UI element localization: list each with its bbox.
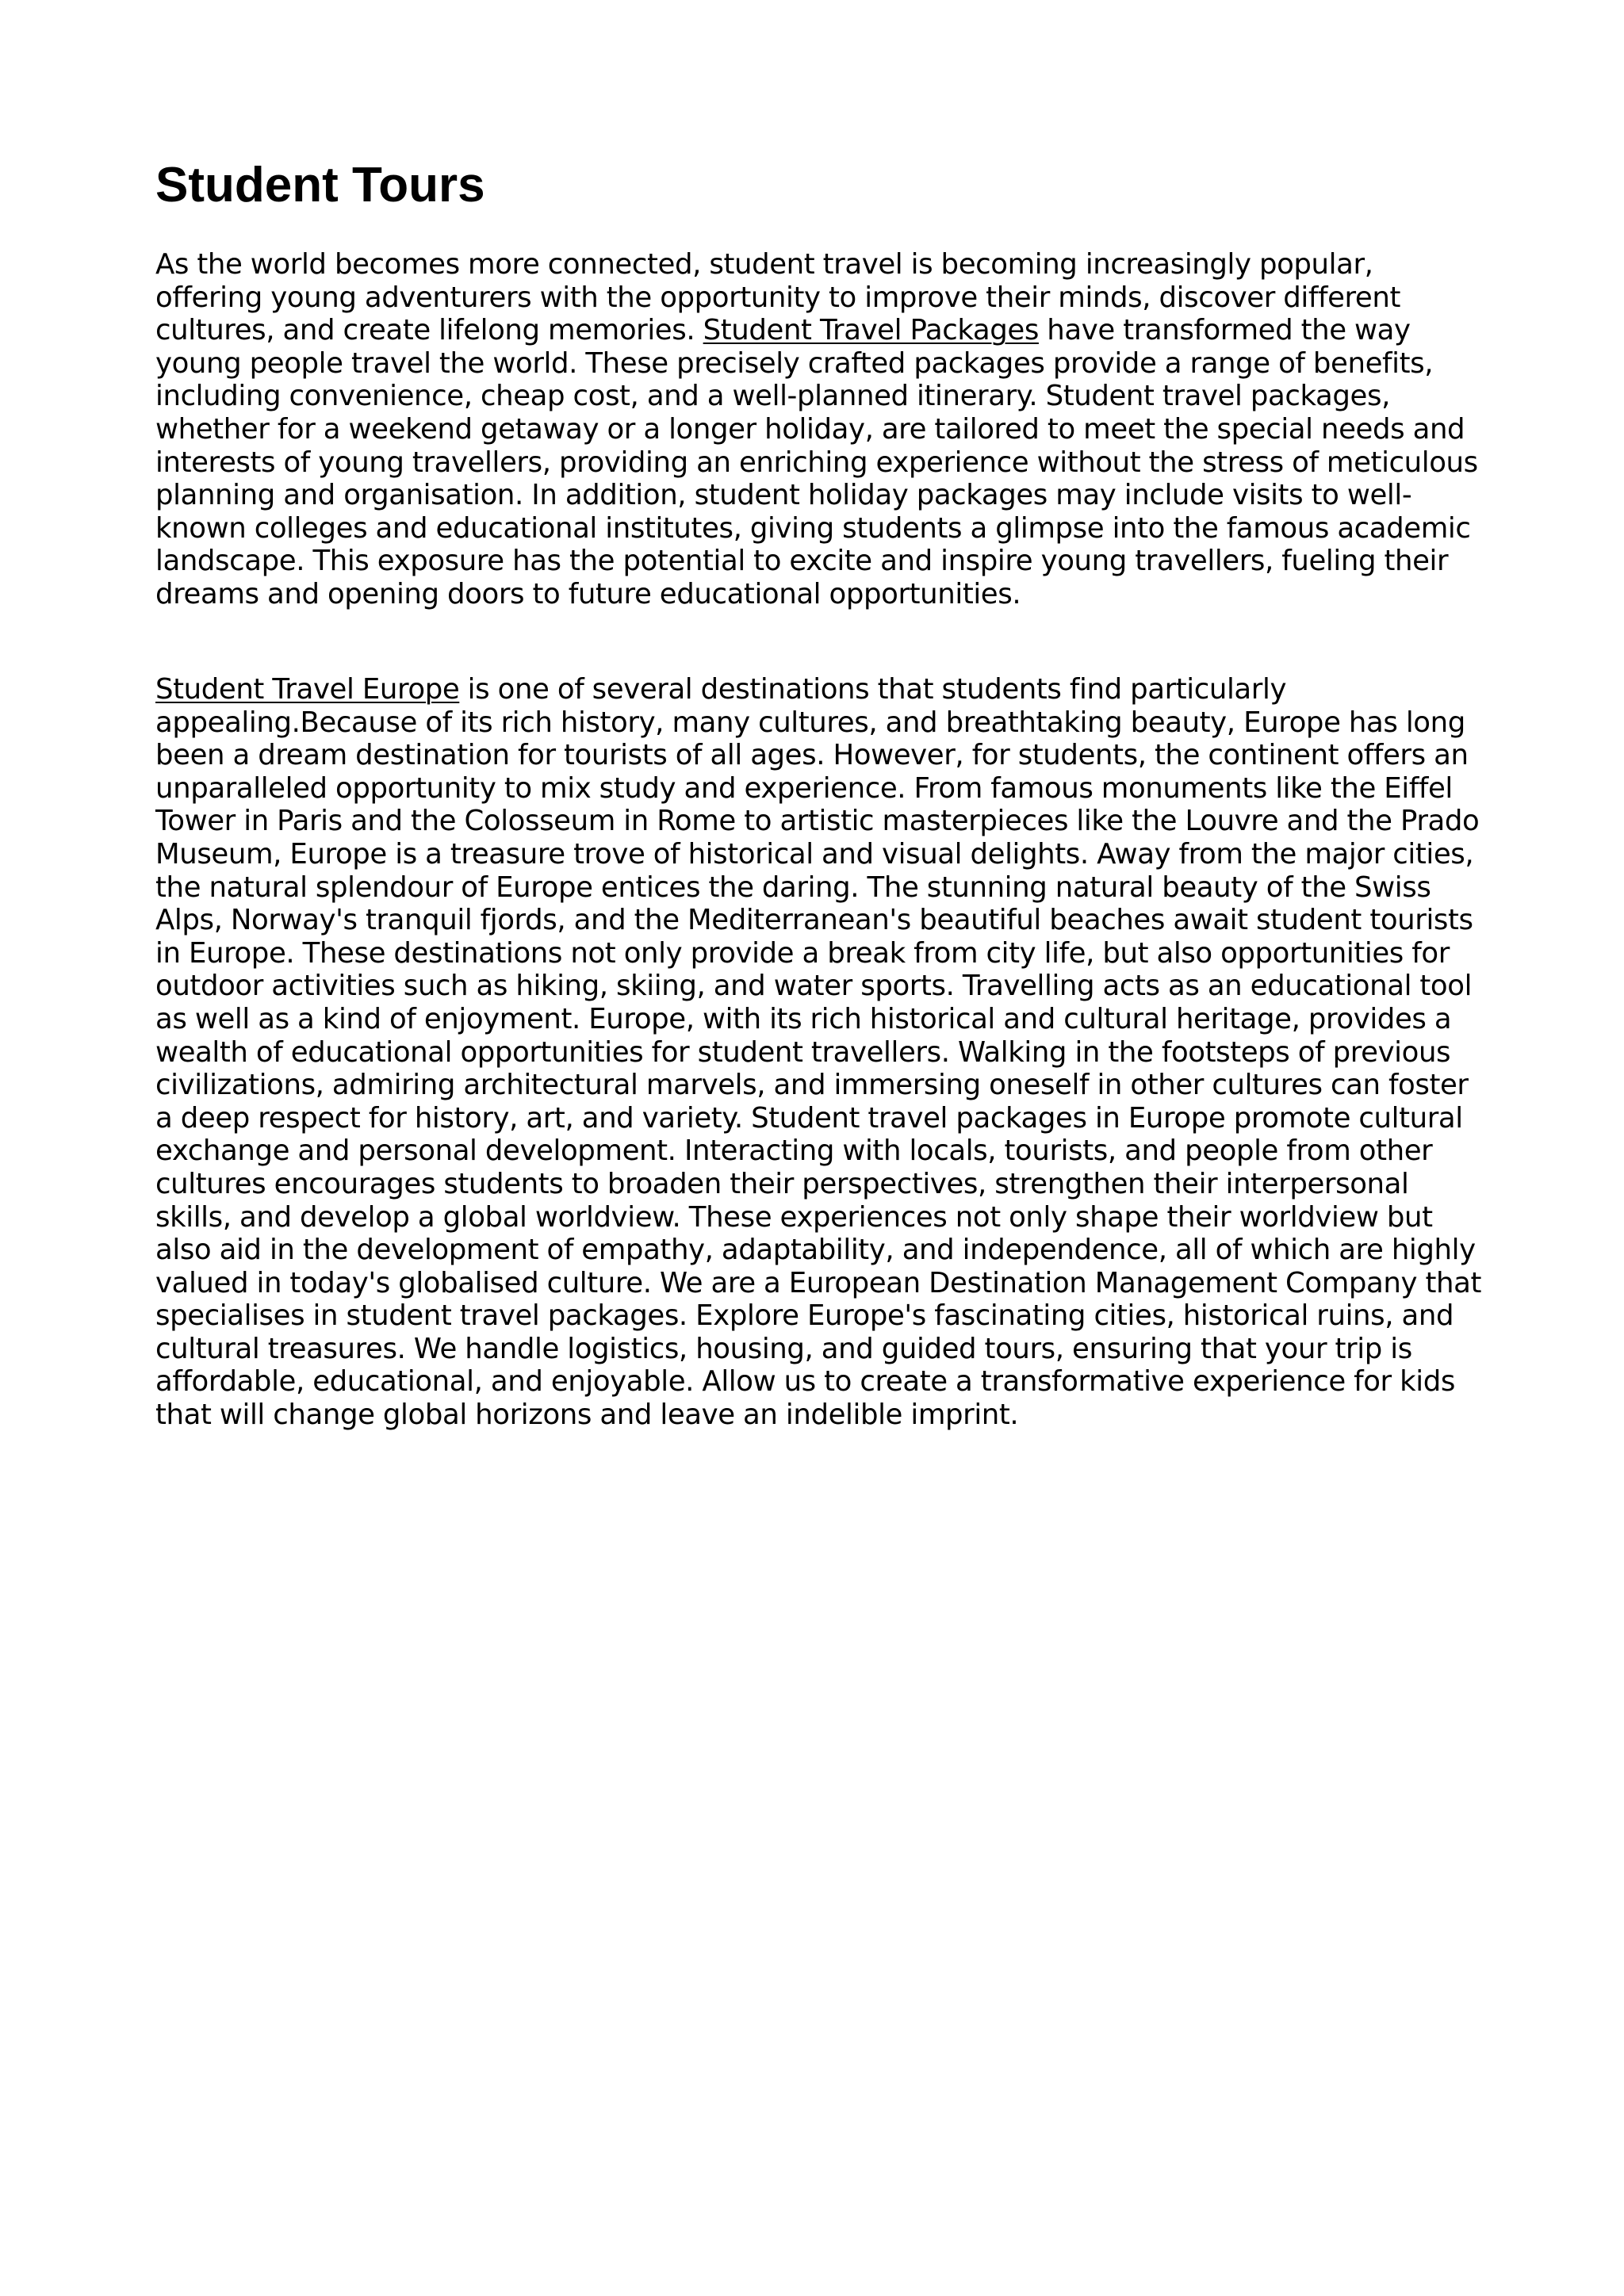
student-travel-packages-link[interactable]: Student Travel Packages [703, 314, 1039, 347]
intro-paragraph [155, 248, 1488, 611]
student-travel-europe-link[interactable]: Student Travel Europe [155, 673, 460, 706]
intro-text-end: have transformed the way young people travel the world. These precisely crafted packages provide a range of benefits, including convenience, cheap cost, and a well-planned itinerary. Student travel packages, whether for a weekend getaway or a longer holiday, are tailored to meet the special needs and interests of young travellers, providing an enriching experience without the stress of meticulous planning and organisation. In addition, student holiday packages may include visits to well-known colleges and educational institutes, giving students a glimpse into the famous academic landscape. This exposure has the potential to excite and inspire young travellers, fueling their dreams and opening doors to future educational opportunities. [155, 314, 1478, 610]
intro-text-start: As the world becomes more connected, student travel is becoming increasingly popular, offering young adventurers with the opportunity to improve their minds, discover different cultures, and create lifelong memories. [155, 248, 1400, 347]
europe-paragraph [155, 673, 1488, 1432]
page-title: Student Tours [155, 158, 485, 212]
europe-text: is one of several destinations that students find particularly appealing.Because of its rich history, many cultures, and breathtaking beauty, Europe has long been a dream destination for tourists of all ages. However, for students, the continent offers an unparalleled opportunity to mix study and experience. From famous monuments like the Eiffel Tower in Paris and the Colosseum in Rome to artistic masterpieces like the Louvre and the Prado Museum, Europe is a treasure trove of historical and visual delights. Away from the major cities, the natural splendour of Europe entices the daring. The stunning natural beauty of the Swiss Alps, Norway's tranquil fjords, and the Mediterranean's beautiful beaches await student tourists in Europe. These destinations not only provide a break from city life, but also opportunities for outdoor activities such as hiking, skiing, and water sports. Travelling acts as an educational tool as well as a kind of enjoyment. Europe, with its rich historical and cultural heritage, provides a wealth of educational opportunities for student travellers. Walking in the footsteps of previous civilizations, admiring architectural marvels, and immersing oneself in other cultures can foster a deep respect for history, art, and variety. Student travel packages in Europe promote cultural exchange and personal development. Interacting with locals, tourists, and people from other cultures encourages students to broaden their perspectives, strengthen their interpersonal skills, and develop a global worldview. These experiences not only shape their worldview but also aid in the development of empathy, adaptability, and independence, all of which are highly valued in today's globalised culture. We are a European Destination Management Company that specialises in student travel packages. Explore Europe's fascinating cities, historical ruins, and cultural treasures. We handle logistics, housing, and guided tours, ensuring that your trip is affordable, educational, and enjoyable. Allow us to create a transformative experience for kids that will change global horizons and leave an indelible imprint. [155, 673, 1481, 1432]
